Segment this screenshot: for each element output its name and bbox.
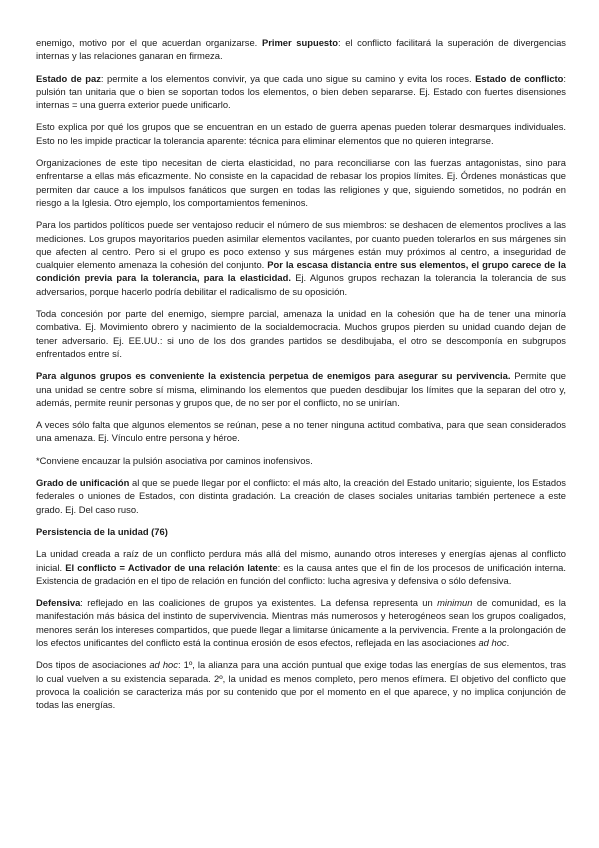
italic-text-run: ad hoc [478,636,507,648]
text-run: Organizaciones de este tipo necesitan de cierta elasticidad, no para reconciliarse con las fuerzas antagonistas, sino para enfrentarse a ellas más eficazmente. No consiste en la capacidad de rebasar los propios límites. Ej. Órdenes monásticas que permiten dar cauce a los impulsos fanáticos que surgen en todas las religiones y que, siguiendo sometidos, no podrán en riesgo a la Iglesia. Otro ejemplo, los comportamientos femeninos. [36,157,566,208]
text-run: La unidad creada a raíz de un conflicto perdura más allá del mismo, aunando otros intereses y energías ajenas al conflicto inicial. [36,548,566,573]
bold-text-run: Para algunos grupos es conveniente la existencia perpetua de enemigos para asegurar su pervivencia. [36,370,511,382]
bold-text-run: Estado de conflicto [475,72,564,84]
paragraph-p4 [36,156,566,209]
text-run: : pulsión tan unitaria que o bien se soportan todos los elementos, o bien deben separarse. Ej. Estado con fuertes disensiones internas = una guerra exterior puede unificarlo. [36,72,566,111]
bold-text-run: Primer supuesto [261,37,338,48]
text-run: : es la causa antes que el fin de los procesos de unificación interna. Existencia de gradación en el tipo de relación en función del conflicto: lucha agresiva y defensiva o sólo defensiva. [36,561,566,586]
text-run: : 1º, la alianza para una acción puntual que exige todas las energías de sus elementos, tras lo cual vuelven a su existencia separada. 2º, la unidad es menos completo, pero menos efímera. El objetivo del conflicto que provoca la coalición se caracteriza más por su contenido que por el momento en el que aparece, y no implica conjunción de todas las energías. [36,659,566,711]
text-run: al que se puede llegar por el conflicto: el más alto, la creación del Estado unitario; siguiente, los Estados federales o uniones de Estados, con distinta gradación. La creación de clases sociales unitarias también pertenece a este grado. Ej. Del caso ruso. [36,477,566,515]
text-run: : permite a los elementos convivir, ya que cada uno sigue su camino y evita los roces. [100,72,476,84]
bold-text-run: Estado de paz [36,72,101,84]
bold-text-run: Defensiva [36,597,81,609]
text-run: : reflejado en las coaliciones de grupos ya existentes. La defensa representa un [80,597,438,609]
paragraph-p10 [36,476,566,516]
text-run: de comunidad, es la manifestación más básica del instinto de supervivencia. Mientras más numerosos y heterogéneos sean los grupos coaligados, menores serán los intereses compartidos, que puede llegar a limitarse únicamente a la pervivencia. Frente a la prolongación de los efectos unificantes del conflicto está la continua erosión de esos efectos, reflejada en las asociaciones [36,597,566,648]
document-page [36,36,566,720]
paragraph-p3 [36,120,566,147]
bold-text-run: Por la escasa distancia entre sus elementos, el grupo carece de la condición previa para la tolerancia, para la elasticidad. [36,259,566,284]
text-run: Toda concesión por parte del enemigo, siempre parcial, amenaza la unidad en la cohesión que ha de tener una minoría combativa. Ej. Movimiento obrero y nacimiento de la socialdemocracia. Muchos grupos pierden su unidad cuando dejan de tener adversario. Ej. EE.UU.: si uno de los dos grandes partidos se desdibujaba, el otro se descomponía en subgrupos enfrentados entre sí. [36,308,566,359]
text-run: Para los partidos políticos puede ser ventajoso reducir el número de sus miembros: se deshacen de elementos proclives a las mediciones. Los grupos mayoritarios pueden asimilar elementos vacilantes, por cuanto pueden tolerarlos en sus márgenes sin que afecten al centro. Pero si el grupo es poco extenso y sus márgenes están muy próximos al centro, a inseguridad de cualquier elemento amenaza la cohesión del conjunto. [36,219,566,271]
paragraph-p9 [36,454,566,467]
bold-text-run: El conflicto = Activador de una relación latente [65,561,278,573]
italic-text-run: ad hoc [149,659,178,671]
text-run: *Conviene encauzar la pulsión asociativa por caminos inofensivos. [36,454,313,466]
paragraph-p2 [36,72,566,112]
bold-text-run: Grado de unificación [36,477,130,489]
bold-text-run: Persistencia de la unidad (76) [36,525,168,537]
paragraph-p8 [36,418,566,445]
text-run: enemigo, motivo por el que acuerdan organizarse. [36,37,262,48]
paragraph-p12 [36,547,566,587]
text-run: Ej. Algunos grupos rechazan la tolerancia la tolerancia de sus adversarios, porque hacerlo podría debilitar el radicalismo de su oposición. [36,272,566,297]
section-heading-persistencia [36,525,566,538]
paragraph-p5 [36,218,566,298]
text-run: Dos tipos de asociaciones [36,659,150,671]
paragraph-p13 [36,596,566,649]
italic-text-run: minimun [437,597,473,609]
paragraph-p7 [36,369,566,409]
text-run: . [506,636,510,648]
text-run: A veces sólo falta que algunos elementos se reúnan, pese a no tener ninguna actitud combativa, para que sean considerados una amenaza. Ej. Vínculo entre persona y héroe. [36,419,566,444]
text-run: Esto explica por qué los grupos que se encuentran en un estado de guerra apenas pueden tolerar desmarques individuales. Esto no les impide practicar la tolerancia aparente: técnica para eliminar elementos que no quieren integrarse. [36,121,566,146]
text-run: : el conflicto facilitará la superación de divergencias internas y las relaciones ganaran en firmeza. [36,37,566,62]
text-run: Permite que una unidad se centre sobre sí misma, eliminando los elementos que pueden desdibujar los límites que la separan del otro y, además, permite reunir personas y grupos que, de no ser por el conflicto, no se unirían. [36,370,566,408]
paragraph-p1 [36,36,566,63]
paragraph-p6 [36,307,566,360]
paragraph-p14 [36,658,566,711]
